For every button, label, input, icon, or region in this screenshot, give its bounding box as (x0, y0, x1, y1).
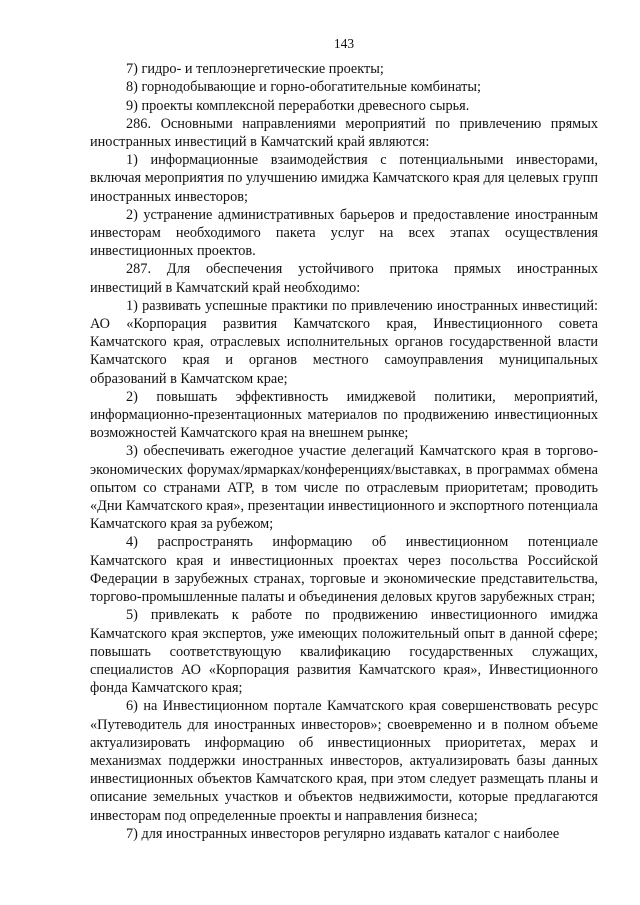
list-item-catalog: 7) для иностранных инвесторов регулярно издавать каталог с наиболее (126, 825, 560, 842)
list-item-best-practices: 1) развивать успешные практики по привлечению иностранных инвестиций: АО «Корпорация развития Камчатского края, Инвестиционного совета Камчатского края, отраслевых исполнительных органов государственной власти Камчатского края и органов местного самоуправления муниципальных образований в Камчатском крае; (90, 297, 598, 387)
list-item-image-policy: 2) повышать эффективность имиджевой политики, мероприятий, информационно-презентационных материалов по продвижению инвестиционных возможностей Камчатского края на внешнем рынке; (90, 388, 598, 442)
page-number: 143 (333, 36, 355, 51)
list-item-hydro-projects: 7) гидро- и теплоэнергетические проекты; (126, 61, 384, 78)
list-item-mining-plants: 8) горнодобывающие и горно-обогатительные комбинаты; (126, 79, 481, 96)
list-item-remove-barriers: 2) устранение административных барьеров и предоставление иностранным инвесторам необходимого пакета услуг на всех этапах осуществления инвестиционных проектов. (90, 206, 598, 260)
list-item-involve-experts: 5) привлекать к работе по продвижению инвестиционного имиджа Камчатского края экспертов, уже имеющих положительный опыт в данной сфере; повышать соответствующую квалификацию государственных служащих, специалистов АО «Корпорация развития Камчатского края», Инвестиционного фонда Камчатского края; (90, 607, 598, 697)
paragraph-287: 287. Для обеспечения устойчивого притока прямых иностранных инвестиций в Камчатский край необходимо: (90, 261, 598, 296)
paragraph-286: 286. Основными направлениями мероприятий по привлечению прямых иностранных инвестиций в Камчатский край являются: (90, 115, 598, 151)
list-item-information-interaction: 1) информационные взаимодействия с потенциальными инвесторами, включая мероприятия по улучшению имиджа Камчатского края для целевых групп иностранных инвесторов; (90, 152, 598, 205)
list-item-investment-portal: 6) на Инвестиционном портале Камчатского края совершенствовать ресурс «Путеводитель для иностранных инвесторов»; своевременно и в полном объеме актуализировать информацию об инвестиционных приоритетах, мерах и механизмах поддержки иностранных инвесторов, актуализировать базы данных инвестиционных объектов Камчатского края, при этом следует размещать планы и описание земельных участков и объектов недвижимости, которые предлагаются инвесторам под определенные проекты и направления бизнеса; (90, 698, 598, 824)
list-item-spread-information: 4) распространять информацию об инвестиционном потенциале Камчатского края и инвестиционных проектах через посольства Российской Федерации в зарубежных странах, торговые и экономические представительства, торгово-промышленные палаты и объединения деловых кругов зарубежных стран; (90, 534, 598, 606)
list-item-delegations: 3) обеспечивать ежегодное участие делегаций Камчатского края в торгово-экономических форумах/ярмарках/конференциях/выставках, в программах обмена опытом со странами АТР, в том числе по отраслевым приоритетам; проводить «Дни Камчатского края», презентации инвестиционного и экспортного потенциала Камчатского края за рубежом; (90, 443, 598, 533)
list-item-wood-processing: 9) проекты комплексной переработки древесного сырья. (126, 97, 470, 114)
